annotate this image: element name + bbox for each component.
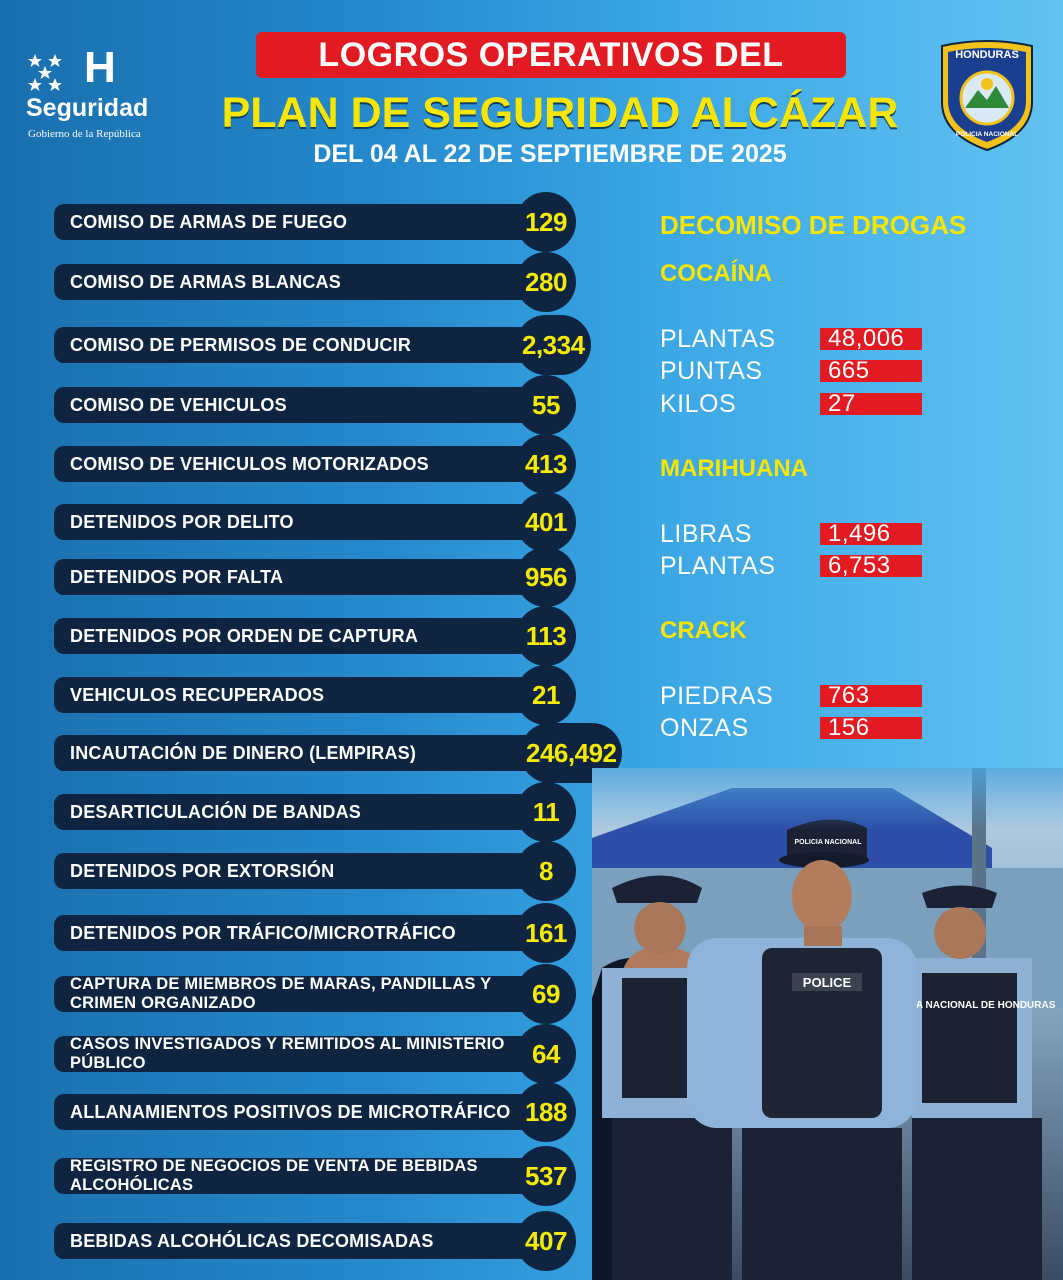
stat-row [54, 1035, 560, 1072]
stat-value: 401 [516, 492, 576, 552]
cocaina-puntas-value: 665 [820, 360, 922, 382]
cocaina-kilos-label: KILOS [660, 390, 737, 418]
crack-piedras-label: PIEDRAS [660, 682, 774, 710]
stat-value: 407 [516, 1211, 576, 1271]
stat-row [54, 618, 567, 654]
stat-value: 113 [516, 606, 576, 666]
stat-row [54, 446, 567, 482]
stat-value: 188 [516, 1082, 576, 1142]
stat-row [54, 1157, 567, 1194]
badge-bottom-text: POLICIA NACIONAL [955, 131, 1019, 138]
stat-row [54, 504, 567, 540]
stat-label: DETENIDOS POR TRÁFICO/MICROTRÁFICO [70, 922, 456, 943]
seguridad-logo-subtitle: Gobierno de la República [28, 128, 141, 140]
stat-value: 129 [516, 192, 576, 252]
stat-value: 69 [516, 964, 576, 1024]
crack-onzas-value: 156 [820, 717, 922, 739]
marihuana-plantas-value: 6,753 [820, 555, 922, 577]
stat-label: DETENIDOS POR EXTORSIÓN [70, 860, 335, 881]
stat-label: REGISTRO DE NEGOCIOS DE VENTA DE BEBIDAS ALCOHÓLICAS [70, 1157, 478, 1194]
stat-label: DETENIDOS POR ORDEN DE CAPTURA [70, 625, 419, 646]
page-title: PLAN DE SEGURIDAD ALCÁZAR [221, 89, 899, 137]
seguridad-logo-stars [26, 52, 80, 94]
stat-label: DETENIDOS POR DELITO [70, 511, 294, 532]
stat-value: 64 [516, 1024, 576, 1084]
stat-row [54, 975, 560, 1012]
crack-piedras-value: 763 [820, 685, 922, 707]
stat-label: INCAUTACIÓN DE DINERO (LEMPIRAS) [70, 742, 417, 763]
stat-label: ALLANAMIENTOS POSITIVOS DE MICROTRÁFICO [70, 1101, 511, 1122]
cocaina-puntas-label: PUNTAS [660, 357, 763, 385]
police-badge-icon [938, 38, 1036, 152]
stat-row [54, 915, 567, 951]
cocaina-plantas-label: PLANTAS [660, 325, 776, 353]
stat-row [54, 264, 567, 300]
stat-label: COMISO DE VEHICULOS MOTORIZADOS [70, 453, 429, 474]
stat-value: 537 [516, 1146, 576, 1206]
crack-onzas-label: ONZAS [660, 714, 749, 742]
stat-label: CAPTURA DE MIEMBROS DE MARAS, PANDILLAS Y CRIMEN ORGANIZADO [70, 975, 492, 1012]
drugs-heading: DECOMISO DE DROGAS [660, 210, 967, 240]
drug-category-marihuana: MARIHUANA [660, 455, 808, 482]
stat-value: 956 [516, 547, 576, 607]
stat-row [54, 853, 554, 889]
stat-row [54, 387, 560, 423]
stat-label: COMISO DE PERMISOS DE CONDUCIR [70, 334, 412, 355]
seguridad-logo-word: Seguridad [26, 94, 149, 122]
stat-label: VEHICULOS RECUPERADOS [70, 684, 325, 705]
stat-label: BEBIDAS ALCOHÓLICAS DECOMISADAS [70, 1230, 434, 1251]
seguridad-logo-letter: H [84, 43, 116, 92]
stat-label: DESARTICULACIÓN DE BANDAS [70, 801, 362, 822]
stat-value: 11 [516, 782, 576, 842]
stat-row [54, 794, 560, 830]
cocaina-kilos-value: 27 [820, 393, 922, 415]
cocaina-plantas-value: 48,006 [820, 328, 922, 350]
marihuana-plantas-label: PLANTAS [660, 552, 776, 580]
date-range: DEL 04 AL 22 DE SEPTIEMBRE DE 2025 [313, 140, 787, 168]
stat-label: CASOS INVESTIGADOS Y REMITIDOS AL MINISTERIO PÚBLICO [70, 1035, 505, 1072]
drug-category-cocaina: COCAÍNA [660, 260, 772, 287]
marihuana-libras-label: LIBRAS [660, 520, 752, 548]
stat-row [54, 1223, 567, 1259]
stat-row [54, 327, 585, 363]
stat-value: 161 [516, 903, 576, 963]
stat-value: 2,334 [516, 315, 591, 375]
police-officers-photo [592, 768, 1063, 1280]
stat-value: 55 [516, 375, 576, 435]
stat-row [54, 204, 567, 240]
title-banner: LOGROS OPERATIVOS DEL [256, 32, 846, 78]
stat-value: 246,492 [520, 723, 622, 783]
stat-value: 413 [516, 434, 576, 494]
stat-value: 21 [516, 665, 576, 725]
stat-row [54, 677, 560, 713]
stat-row [54, 559, 567, 595]
stat-label: DETENIDOS POR FALTA [70, 566, 284, 587]
stat-value: 280 [516, 252, 576, 312]
stat-label: COMISO DE VEHICULOS [70, 394, 287, 415]
stat-label: COMISO DE ARMAS BLANCAS [70, 271, 341, 292]
marihuana-libras-value: 1,496 [820, 523, 922, 545]
stat-row [54, 735, 617, 771]
badge-top-text: HONDURAS [955, 49, 1019, 61]
stat-row [54, 1094, 567, 1130]
drug-category-crack: CRACK [660, 617, 747, 644]
stat-label: COMISO DE ARMAS DE FUEGO [70, 211, 348, 232]
stat-value: 8 [516, 841, 576, 901]
